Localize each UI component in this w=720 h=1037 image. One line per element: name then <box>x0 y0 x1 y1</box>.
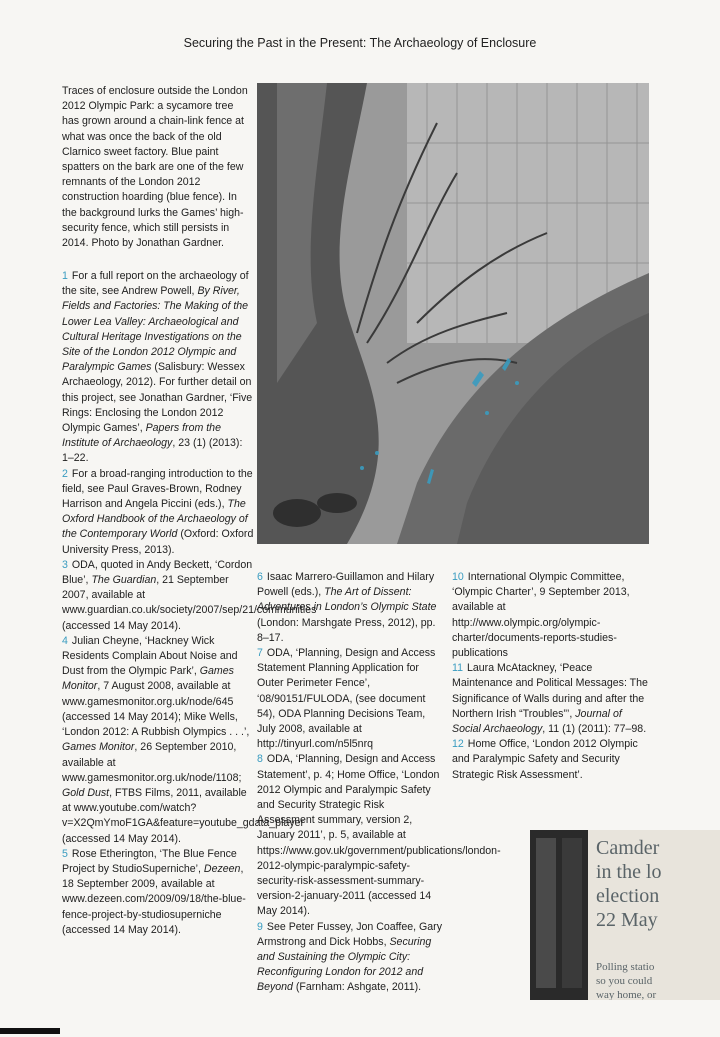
footnote-9: 9 See Peter Fussey, Jon Coaffee, Gary Armstrong and Dick Hobbs, Securing and Sustaining the Olympic City: Reconfiguring London for 2012 and Beyond (Farnham: Ashgate, 2011). <box>257 920 442 994</box>
footnotes-column-1 <box>62 269 317 938</box>
election-poster <box>588 830 720 1000</box>
footnote-5: 5 Rose Etherington, ‘The Blue Fence Project by StudioSuperniche’, Dezeen, 18 September 2009, available at www.dezeen.com/2009/09/18/the-blue-fence-project-by-studiosuperniche (accessed 14 May 2014). <box>62 847 246 936</box>
footnote-12: 12 Home Office, ‘London 2012 Olympic and Paralympic Safety and Security Strategic Risk Assessment’. <box>452 738 638 781</box>
footnote-3: 3 ODA, quoted in Andy Beckett, ‘Cordon Blue’, The Guardian, 21 September 2007, available at www.guardian.co.uk/society/2007/sep/21/communities (accessed 14 May 2014). <box>62 558 317 632</box>
page-edge-mark <box>0 1028 60 1034</box>
poster-line-2: in the lo <box>596 861 662 883</box>
footnote-7: 7 ODA, ‘Planning, Design and Access Statement Planning Application for Outer Perimeter Fence’, ‘08/90151/FULODA, (see document 54), ODA Planning Decisions Team, July 2008, available at http://tinyurl.com/n5l5nrq <box>257 647 436 751</box>
poster-small-3: way home, or <box>596 989 657 1000</box>
footnote-4: 4 Julian Cheyne, ‘Hackney Wick Residents Complain About Noise and Dust from the Olympic Park’, Games Monitor, 7 August 2008, available at www.gamesmonitor.org.uk/node/645 (accessed 14 May 2014); Mike Wells, ‘London 2012: A Rubbish Olympics . . .’, Games Monitor, 26 September 2010, available at www.gamesmonitor.org.uk/node/1108; Gold Dust, FTBS Films, 2011, available at www.youtube.com/watch?v=X2QmYmoF1GA&feature=youtube_gdata_player (accessed 14 May 2014). <box>62 634 305 845</box>
photo-illustration <box>257 83 649 544</box>
footnote-10: 10 International Olympic Committee, ‘Olympic Charter’, 9 September 2013, available at http://www.olympic.org/olympic-charter/documents-reports-studies-publications <box>452 571 630 660</box>
footnote-8: 8 ODA, ‘Planning, Design and Access Statement’, p. 4; Home Office, ‘London 2012 Olympic and Paralympic Safety and Security Strategic Risk Assessment summary, version 2, January 2011’, p. 5, available at https://www.gov.uk/government/publications/london-2012-olympic-paralympic-safety-security-risk-assessment-summary-version-2-january-2011 (accessed 14 May 2014). <box>257 753 501 918</box>
footnote-11: 11 Laura McAtackney, ‘Peace Maintenance and Political Messages: The Significance of Walls during and after the Northern Irish “Troubles”’, Journal of Social Archaeology, 11 (1) (2011): 77–98. <box>452 662 648 736</box>
photo-caption: Traces of enclosure outside the London 2012 Olympic Park: a sycamore tree has grown around a chain-link fence at what was once the back of the old Clarnico sweet factory. Blue paint spatters on the bark are one of the few remnants of the London 2012 construction hoarding (blue fence). In the background lurks the Games’ high-security fence, which still persists in 2014. Photo by Jonathan Gardner. <box>62 85 248 250</box>
footnote-2: 2 For a broad-ranging introduction to the field, see Paul Graves-Brown, Rodney Harrison and Angela Piccini (eds.), The Oxford Handbook of the Archaeology of the Contemporary World (Oxford: Oxford University Press, 2013). <box>62 467 254 556</box>
election-poster-photo <box>530 830 720 1000</box>
poster-small-2: so you could <box>596 975 653 987</box>
tree-fence-photo <box>257 83 649 544</box>
footnote-1: 1 For a full report on the archaeology of the site, see Andrew Powell, By River, Fields and Factories: The Making of the Lower Lea Valley: Archaeological and Cultural Heritage Investigations on the Site of the London 2012 Olympic and Paralympic Games (Salisbury: Wessex Archaeology, 2012). For further detail on this project, see Jonathan Gardner, ‘Five Rings: Enclosing the London 2012 Olympic Games’, Papers from the Institute of Archaeology, 23 (1) (2013): 1–22. <box>62 270 253 465</box>
window-frame-illustration <box>530 830 588 1000</box>
poster-line-3: election <box>596 885 660 907</box>
page-header: Securing the Past in the Present: The Archaeology of Enclosure <box>183 36 537 50</box>
poster-line-1: Camder <box>596 837 660 859</box>
footnotes-column-3 <box>452 570 652 783</box>
footnotes-column-2 <box>257 570 501 996</box>
poster-small-1: Polling statio <box>596 961 655 973</box>
poster-line-4: 22 May <box>596 909 658 931</box>
footnote-6: 6 Isaac Marrero-Guillamon and Hilary Powell (eds.), The Art of Dissent: Adventures in London’s Olympic State (London: Marshgate Press, 2012), pp. 8–17. <box>257 571 437 644</box>
